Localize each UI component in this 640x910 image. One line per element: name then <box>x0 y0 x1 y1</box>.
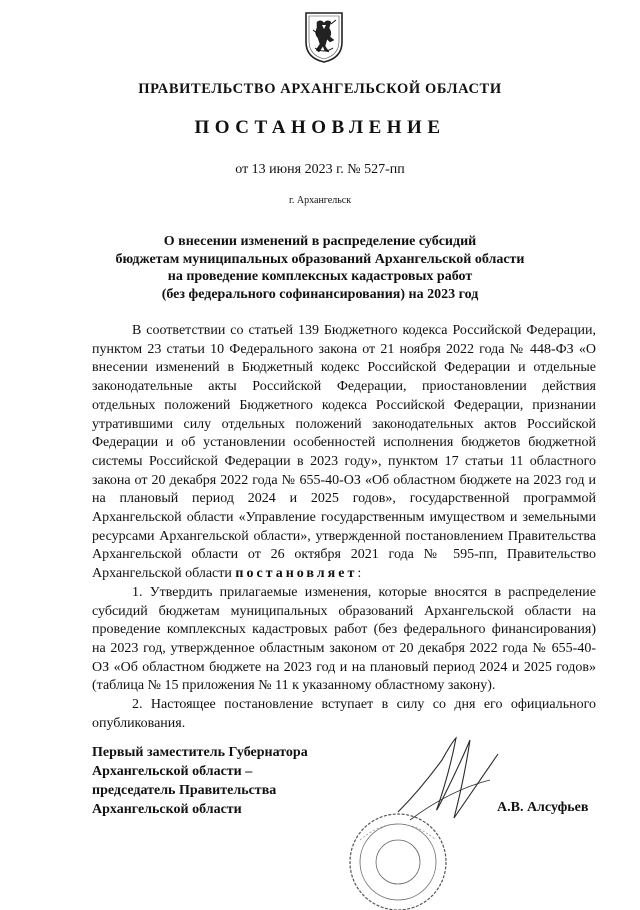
position-line: Архангельской области <box>92 802 242 817</box>
government-name: ПРАВИТЕЛЬСТВО АРХАНГЕЛЬСКОЙ ОБЛАСТИ <box>138 81 502 97</box>
title-line: О внесении изменений в распределение субсидий <box>163 234 477 249</box>
arkhangelsk-coat-of-arms-icon <box>303 10 345 64</box>
document-title <box>90 233 550 303</box>
document-body <box>92 322 596 733</box>
position-line: председатель Правительства <box>92 783 277 798</box>
title-line: (без федерального софинансирования) на 2023 год <box>161 286 479 302</box>
paragraph-item-2: 2. Настоящее постановление вступает в силу со дня его официального опубликования. <box>92 697 596 731</box>
round-seal-icon <box>338 800 458 910</box>
resolves-keyword: постановляет <box>235 566 358 582</box>
position-line: Архангельской области – <box>92 764 253 779</box>
date-and-number: от 13 июня 2023 г. № 527-пп <box>235 162 405 177</box>
document-type: ПОСТАНОВЛЕНИЕ <box>194 117 446 138</box>
city: г. Архангельск <box>288 195 352 206</box>
signatory-position <box>92 743 352 819</box>
title-line: бюджетам муниципальных образований Архангельской области <box>115 251 525 267</box>
paragraph-preamble <box>92 322 596 584</box>
preamble-text: В соответствии со статьей 139 Бюджетного кодекса Российской Федерации, пунктом 23 статьи 10 Федерального закона от 21 ноября 2022 года № 448-ФЗ «О внесении изменений в Бюджетный кодекс Российской Федерации и отдельные законодательные акты Российской Федерации, приостановлении действия отдельных положений Бюджетного кодекса Российской Федерации, признании утратившими силу отдельных положений законодательных актов Российской Федерации и об установлении особенностей исполнения бюджетов бюджетной системы Российской Федерации в 2023 году», пунктом 17 статьи 11 областного закона от 20 декабря 2022 года № 655-40-ОЗ «Об областном бюджете на 2023 год и на плановый период 2024 и 2025 годов», государственной программой Архангельской области «Управление государственным имуществом и земельными ресурсами Архангельской области», утвержденной постановлением Правительства Архангельской области от 26 октября 2021 года № 595-пп, Правительство Архангельской области <box>92 323 596 582</box>
signatory-name: А.В. Алсуфьев <box>497 800 589 815</box>
title-line: на проведение комплексных кадастровых работ <box>167 269 473 284</box>
position-line: Первый заместитель Губернатора <box>92 745 308 760</box>
paragraph-item-1: 1. Утвердить прилагаемые изменения, которые вносятся в распределение субсидий бюджетам муниципальных образований Архангельской области на проведение комплексных кадастровых работ (без федерального финансирования) на 2023 год, утвержденное областным законом от 20 декабря 2022 года № 655-40-ОЗ «Об областном бюджете на 2023 год и на плановый период 2024 и 2025 годов» (таблица № 15 приложения № 11 к указанному областному закону). <box>92 584 596 694</box>
preamble-end: : <box>357 566 362 582</box>
